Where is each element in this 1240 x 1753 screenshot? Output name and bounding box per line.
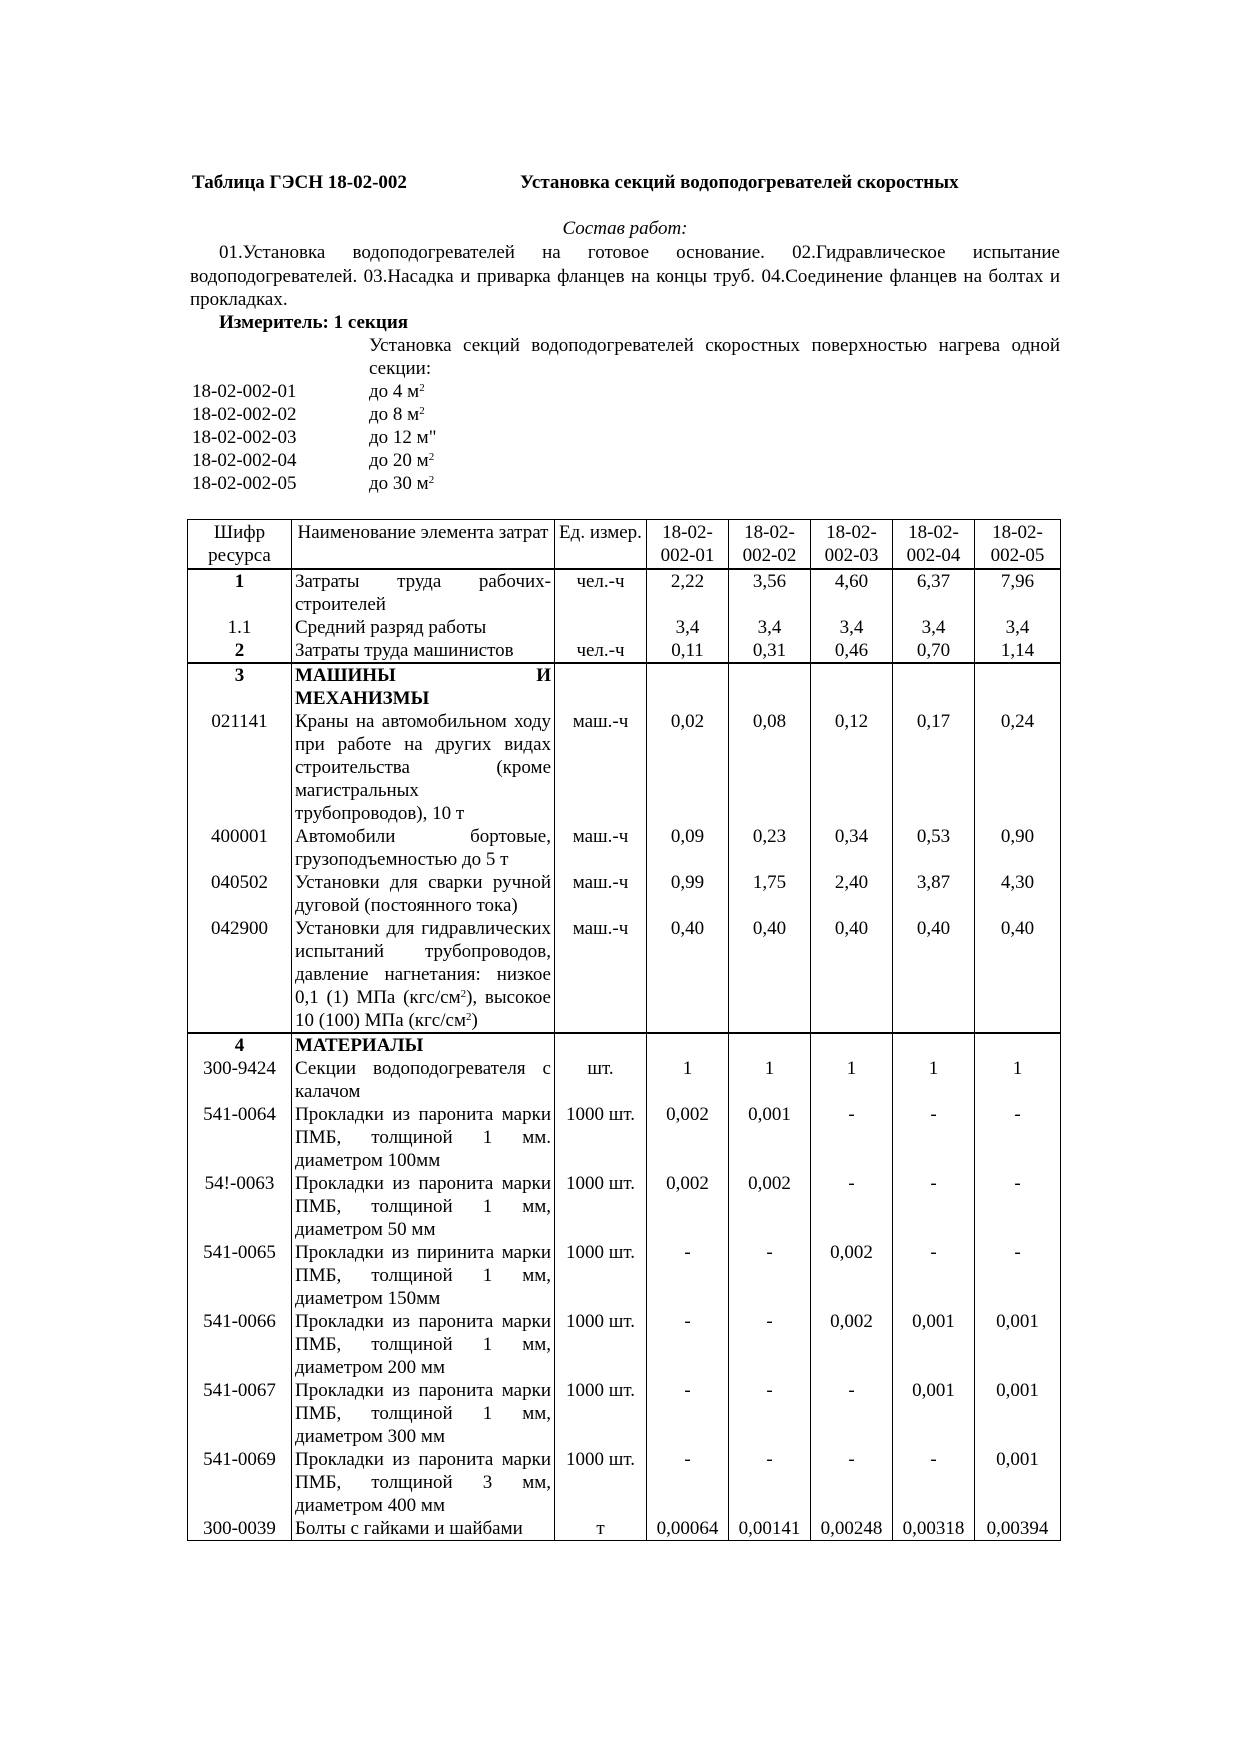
cell-name: Прокладки из паронита марки ПМБ, толщиной 1 мм, диаметром 200 мм [292,1310,555,1379]
cell-value: 0,001 [975,1310,1061,1379]
variants-heading: Установка секций водоподогревателей скоростных поверхностью нагрева одной секции: [369,335,1060,379]
table-row [188,1057,1061,1103]
variant-item [192,472,1060,495]
cell-value: 1,75 [729,871,811,917]
variant-size: до 20 $м^2$ [369,450,435,471]
cell-code: 541-0066 [188,1310,292,1379]
cell-name: Затраты труда машинистов [292,639,555,663]
cell-value: 1 [647,1057,729,1103]
resources-table [187,519,1061,1541]
cell-code: 400001 [188,825,292,871]
table-row [188,616,1061,639]
cell-value: 6,37 [893,569,975,616]
cell-value: 0,00141 [729,1517,811,1541]
table-row [188,1379,1061,1448]
cell-value: - [975,1241,1061,1310]
cell-name: МАТЕРИАЛЫ [292,1033,555,1057]
cell-value: - [811,1172,893,1241]
cell-value [729,1033,811,1057]
variant-code: 18-02-002-01 [192,381,297,402]
cell-name: Болты с гайками и шайбами [292,1517,555,1541]
cell-name: Краны на автомобильном ходу при работе на других видах строительства (кроме магистральных трубопроводов), 10 т [292,710,555,825]
cell-value: 0,00064 [647,1517,729,1541]
cell-value: 3,4 [811,616,893,639]
cell-value: 0,99 [647,871,729,917]
cell-name: Автомобили бортовые, грузоподъемностью до 5 т [292,825,555,871]
header-col: 18-02-002-05 [975,520,1061,570]
cell-value: 4,60 [811,569,893,616]
header-col: 18-02-002-01 [647,520,729,570]
cell-value: - [975,1103,1061,1172]
cell-unit: 1000 шт. [555,1379,647,1448]
table-row [188,1517,1061,1541]
cell-unit: маш.-ч [555,871,647,917]
cell-value: 0,002 [811,1310,893,1379]
variant-code: 18-02-002-02 [192,404,297,425]
cell-value: - [893,1448,975,1517]
cell-value: 2,22 [647,569,729,616]
cell-value: 0,12 [811,710,893,825]
cell-value [811,663,893,710]
composition-text: 01.Установка водоподогревателей на готовое основание. 02.Гидравлическое испытание водоподогревателей. 03.Насадка и приварка фланцев на концы труб. 04.Соединение фланцев на болтах и прокладках. [190,242,1060,310]
cell-value: 0,11 [647,639,729,663]
cell-value: 3,4 [975,616,1061,639]
header-name: Наименование элемента затрат [292,520,555,570]
cell-value: 0,00394 [975,1517,1061,1541]
cell-name: Установки для гидравлических испытаний трубопроводов, давление нагнетания: низкое 0,1 (1) МПа $(кгс/см^2)$, высокое 10 (100) МПа $(кгс/см^2)$ [292,917,555,1033]
cell-value: 1,14 [975,639,1061,663]
cell-value: 0,40 [975,917,1061,1033]
table-row [188,825,1061,871]
cell-unit: 1000 шт. [555,1241,647,1310]
cell-unit [555,1033,647,1057]
header-col: 18-02-002-04 [893,520,975,570]
cell-value [893,663,975,710]
cell-unit: 1000 шт. [555,1448,647,1517]
cell-unit: маш.-ч [555,710,647,825]
table-section-row [188,1033,1061,1057]
measure-unit: Измеритель: 1 секция [219,312,409,333]
cell-value: 3,4 [893,616,975,639]
cell-code: 300-0039 [188,1517,292,1541]
cell-code: 2 [188,639,292,663]
cell-value: - [893,1103,975,1172]
table-row [188,1448,1061,1517]
cell-code: 040502 [188,871,292,917]
cell-code: 3 [188,663,292,710]
cell-name: Затраты труда рабочих-строителей [292,569,555,616]
cell-value [975,1033,1061,1057]
cell-value: 2,40 [811,871,893,917]
cell-unit: 1000 шт. [555,1103,647,1172]
cell-value: 0,002 [811,1241,893,1310]
variant-size: до 4 $м^2$ [369,381,425,402]
cell-value: 3,87 [893,871,975,917]
cell-unit: чел.-ч [555,639,647,663]
cell-value: - [647,1310,729,1379]
cell-value: 0,09 [647,825,729,871]
variant-item [192,380,1060,403]
cell-name: Прокладки из паронита марки ПМБ, толщиной 1 мм, диаметром 300 мм [292,1379,555,1448]
variant-size: до 8 $м^2$ [369,404,425,425]
cell-name: Прокладки из паронита марки ПМБ, толщиной 3 мм, диаметром 400 мм [292,1448,555,1517]
cell-value: 0,001 [975,1448,1061,1517]
cell-value: 3,4 [647,616,729,639]
variant-item [192,403,1060,426]
cell-unit: 1000 шт. [555,1310,647,1379]
cell-value: - [729,1448,811,1517]
table-title: Установка секций водоподогревателей скоростных [520,172,959,193]
cell-code: 541-0067 [188,1379,292,1448]
variant-code: 18-02-002-04 [192,450,297,471]
cell-value: 3,4 [729,616,811,639]
cell-value: 0,90 [975,825,1061,871]
cell-code: 1 [188,569,292,616]
cell-value: - [811,1379,893,1448]
cell-unit [555,663,647,710]
cell-code: 021141 [188,710,292,825]
cell-value: 0,002 [729,1172,811,1241]
cell-value: 1 [975,1057,1061,1103]
variants-list [192,380,1060,495]
table-row [188,871,1061,917]
table-code: Таблица ГЭСН 18-02-002 [192,172,407,193]
cell-value: 0,02 [647,710,729,825]
cell-value [647,663,729,710]
cell-value [975,663,1061,710]
variant-size: до 30 $м^2$ [369,473,435,494]
cell-value: 7,96 [975,569,1061,616]
cell-name: Прокладки из паронита марки ПМБ, толщиной 1 мм. диаметром 100мм [292,1103,555,1172]
cell-value: 0,001 [975,1379,1061,1448]
cell-value: 0,24 [975,710,1061,825]
header-code: Шифр ресурса [188,520,292,570]
cell-value [893,1033,975,1057]
cell-code: 300-9424 [188,1057,292,1103]
cell-unit: маш.-ч [555,825,647,871]
cell-value: 0,08 [729,710,811,825]
cell-value: 0,002 [647,1103,729,1172]
cell-unit: 1000 шт. [555,1172,647,1241]
cell-unit: шт. [555,1057,647,1103]
cell-value: - [729,1379,811,1448]
cell-value: - [975,1172,1061,1241]
cell-value: 1 [811,1057,893,1103]
cell-value: - [893,1241,975,1310]
cell-code: 541-0064 [188,1103,292,1172]
variant-size: до 12 м" [369,427,437,448]
table-section-row [188,663,1061,710]
cell-value [729,663,811,710]
cell-value: - [647,1379,729,1448]
variant-item [192,426,1060,449]
cell-value: 0,00248 [811,1517,893,1541]
cell-code: 541-0065 [188,1241,292,1310]
composition-heading: Состав работ: [562,218,688,239]
cell-unit: т [555,1517,647,1541]
table-header-row [188,520,1061,570]
header-unit: Ед. измер. [555,520,647,570]
table-row [188,1241,1061,1310]
cell-value: 0,23 [729,825,811,871]
variant-code: 18-02-002-03 [192,427,297,448]
cell-value [647,1033,729,1057]
cell-value: 4,30 [975,871,1061,917]
cell-name: Средний разряд работы [292,616,555,639]
cell-value: 0,31 [729,639,811,663]
cell-value: 0,002 [647,1172,729,1241]
cell-value: 3,56 [729,569,811,616]
cell-value: 0,53 [893,825,975,871]
cell-value: - [729,1310,811,1379]
cell-value: 0,70 [893,639,975,663]
cell-value: 0,46 [811,639,893,663]
cell-value: 1 [893,1057,975,1103]
table-row [188,710,1061,825]
cell-name: Установки для сварки ручной дуговой (постоянного тока) [292,871,555,917]
table-row [188,1310,1061,1379]
table-row [188,1103,1061,1172]
cell-value: - [811,1448,893,1517]
table-row [188,569,1061,616]
variant-code: 18-02-002-05 [192,473,297,494]
variant-item [192,449,1060,472]
cell-value: 1 [729,1057,811,1103]
cell-code: 541-0069 [188,1448,292,1517]
cell-code: 4 [188,1033,292,1057]
cell-value: - [811,1103,893,1172]
cell-code: 1.1 [188,616,292,639]
table-row [188,917,1061,1033]
table-row [188,639,1061,663]
cell-name: Прокладки из пиринита марки ПМБ, толщиной 1 мм, диаметром 150мм [292,1241,555,1310]
cell-value: 0,001 [893,1310,975,1379]
cell-unit [555,616,647,639]
cell-name: МАШИНЫ И МЕХАНИЗМЫ [292,663,555,710]
cell-value: - [647,1448,729,1517]
cell-name: Секции водоподогревателя с калачом [292,1057,555,1103]
header-col: 18-02-002-03 [811,520,893,570]
cell-value: - [647,1241,729,1310]
cell-value: - [893,1172,975,1241]
cell-code: 042900 [188,917,292,1033]
cell-value: 0,17 [893,710,975,825]
cell-value: 0,34 [811,825,893,871]
header-col: 18-02-002-02 [729,520,811,570]
cell-value: 0,40 [647,917,729,1033]
cell-value: - [729,1241,811,1310]
cell-value: 0,40 [729,917,811,1033]
cell-value: 0,001 [729,1103,811,1172]
cell-value: 0,40 [811,917,893,1033]
cell-code: 54!-0063 [188,1172,292,1241]
cell-value [811,1033,893,1057]
cell-value: 0,001 [893,1379,975,1448]
cell-value: 0,40 [893,917,975,1033]
cell-name: Прокладки из паронита марки ПМБ, толщиной 1 мм, диаметром 50 мм [292,1172,555,1241]
cell-unit: чел.-ч [555,569,647,616]
cell-value: 0,00318 [893,1517,975,1541]
table-row [188,1172,1061,1241]
cell-unit: маш.-ч [555,917,647,1033]
